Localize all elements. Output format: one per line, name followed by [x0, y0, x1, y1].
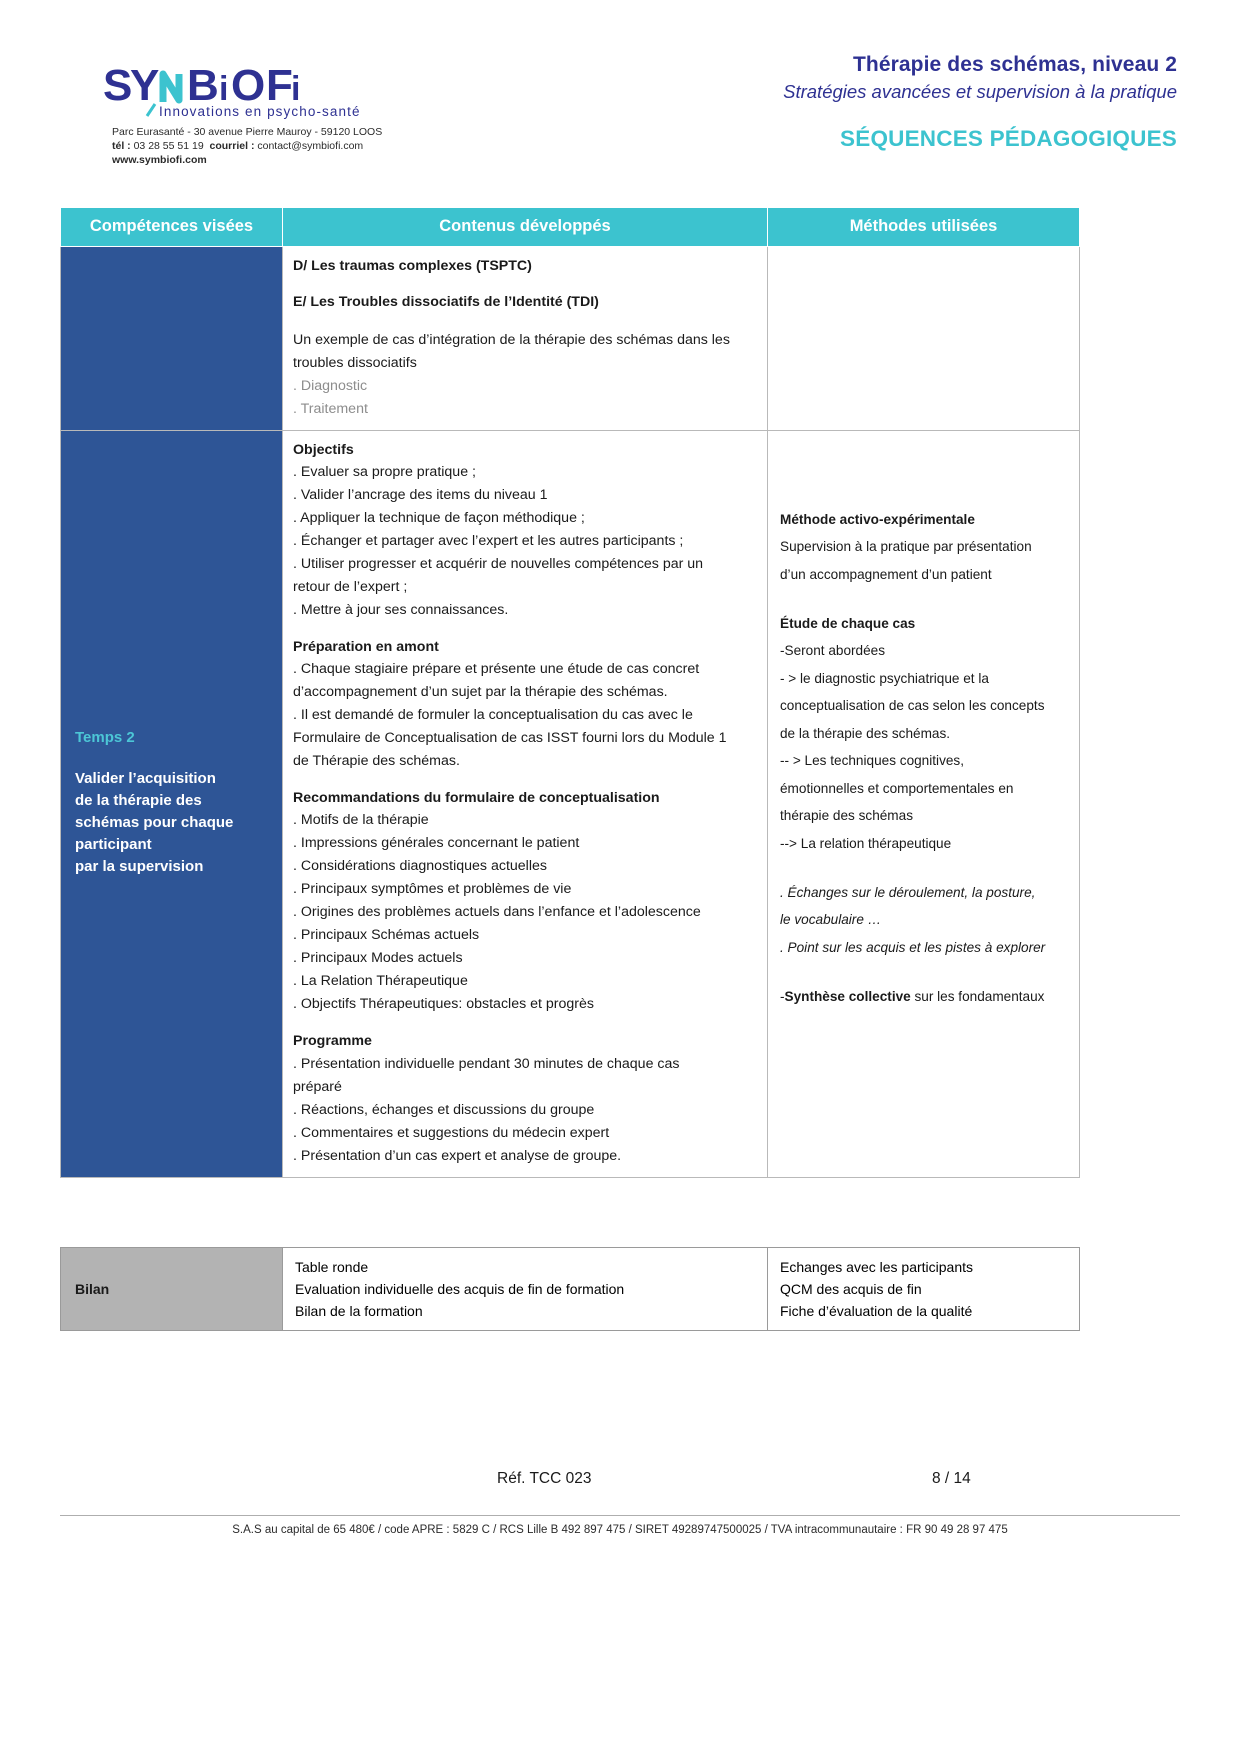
competence-line-3: schémas pour chaque [75, 814, 234, 832]
column-header-methodes: Méthodes utilisées [768, 208, 1080, 247]
svg-text:F: F [266, 61, 293, 110]
table-row [61, 1248, 1080, 1331]
list-item: QCM des acquis de fin [780, 1281, 922, 1298]
cell-contenus-row1 [283, 247, 768, 431]
methode-block2-line: conceptualisation de cas selon les concepts [780, 698, 1045, 714]
programme-list [293, 1053, 755, 1168]
spacer [780, 440, 1067, 462]
recommandations-list [293, 809, 755, 1016]
list-item: . Origines des problèmes actuels dans l’enfance et l’adolescence [293, 904, 701, 921]
symbiofi-logo-icon [103, 60, 403, 122]
methode-italic-line: . Échanges sur le déroulement, la posture, [780, 885, 1036, 901]
competence-line-1: Valider l’acquisition [75, 770, 216, 788]
list-item: Fiche d’évaluation de la qualité [780, 1303, 973, 1320]
section-heading: SÉQUENCES PÉDAGOGIQUES [840, 126, 1177, 152]
list-item: . Evaluer sa propre pratique ; [293, 463, 476, 480]
list-item: Bilan de la formation [295, 1303, 423, 1320]
svg-text:i: i [291, 70, 301, 108]
methode-italic-line: . Point sur les acquis et les pistes à explorer [780, 939, 1046, 955]
spacer [293, 277, 755, 292]
programme-title: Programme [293, 1033, 372, 1050]
list-item: . La Relation Thérapeutique [293, 973, 468, 990]
list-item: . Appliquer la technique de façon méthodique ; [293, 509, 585, 526]
website-line [112, 154, 533, 168]
methode-block1-line: Supervision à la pratique par présentation [780, 539, 1032, 555]
page-number: 8 / 14 [932, 1470, 971, 1487]
company-address [112, 126, 533, 168]
list-item: . Principaux symptômes et problèmes de vie [293, 881, 572, 898]
pedagogical-sequences-table [60, 207, 1080, 1178]
content-title-d: D/ Les traumas complexes (TSPTC) [293, 258, 532, 274]
methode-block2-line: émotionnelles et comportementales en [780, 780, 1014, 796]
cell-methodes-row1 [768, 247, 1080, 431]
content-title-e: E/ Les Troubles dissociatifs de l’Identité (TDI) [293, 294, 599, 311]
email-value: contact@symbiofi.com [257, 139, 364, 152]
list-item: . Il est demandé de formuler la conceptualisation du cas avec le [293, 707, 693, 724]
preparation-list [293, 658, 755, 773]
methode-italic-line: le vocabulaire … [780, 912, 882, 928]
synthese-rest: sur les fondamentaux [910, 989, 1045, 1005]
spacer [293, 1016, 755, 1031]
column-header-contenus: Contenus développés [283, 208, 768, 247]
list-item: . Réactions, échanges et discussions du groupe [293, 1101, 595, 1118]
svg-text:i: i [219, 70, 229, 108]
list-item: . Mettre à jour ses connaissances. [293, 601, 509, 618]
list-item: d’accompagnement d’un sujet par la thérapie des schémas. [293, 684, 668, 701]
methode-block2-line: -- > Les techniques cognitives, [780, 753, 964, 769]
synthese-bold: Synthèse collective [784, 989, 911, 1005]
competence-line-5: par la supervision [75, 858, 204, 876]
cell-competences-row2 [61, 430, 283, 1177]
list-item: . Valider l’ancrage des items du niveau 1 [293, 486, 548, 503]
list-item: . Utiliser progresser et acquérir de nouvelles compétences par un [293, 555, 704, 572]
list-item: Echanges avec les participants [780, 1259, 973, 1275]
list-item: de Thérapie des schémas. [293, 753, 460, 770]
spacer [293, 773, 755, 788]
spacer [293, 314, 755, 329]
column-header-competences: Compétences visées [61, 208, 283, 247]
list-item: retour de l’expert ; [293, 578, 408, 595]
tel-label: tél : [112, 139, 131, 152]
page-header [0, 52, 1240, 182]
svg-text:B: B [187, 61, 219, 110]
website-value: www.symbiofi.com [112, 153, 207, 166]
bilan-methodes [768, 1248, 1080, 1331]
email-label: courriel : [209, 139, 255, 152]
bilan-table [60, 1247, 1080, 1331]
list-item: . Motifs de la thérapie [293, 812, 429, 829]
competence-description [75, 768, 268, 878]
methode-block2-title: Étude de chaque cas [780, 615, 916, 631]
bilan-label: Bilan [61, 1248, 283, 1331]
methode-block2-line: thérapie des schémas [780, 808, 913, 824]
spacer [780, 462, 1067, 484]
content-bullet-diagnostic: . Diagnostic [293, 377, 368, 394]
spacer [780, 857, 1067, 879]
list-item: . Présentation d’un cas expert et analyse de groupe. [293, 1147, 622, 1164]
cell-competences-row1 [61, 247, 283, 431]
list-item: . Présentation individuelle pendant 30 minutes de chaque cas [293, 1055, 680, 1072]
objectifs-title: Objectifs [293, 441, 354, 458]
cell-methodes-row2 [768, 430, 1080, 1177]
spacer [780, 588, 1067, 610]
list-item: Evaluation individuelle des acquis de fin de formation [295, 1281, 625, 1298]
objectifs-list [293, 461, 755, 622]
legal-notice: S.A.S au capital de 65 480€ / code APRE : 5829 C / RCS Lille B 492 897 475 / SIRET 49289747500025 / TVA intracommunautaire : FR 90 49 28 97 475 [232, 1524, 1008, 1536]
page-subtitle: Stratégies avancées et supervision à la pratique [783, 81, 1177, 103]
spacer [293, 622, 755, 637]
svg-text:Y: Y [130, 61, 160, 110]
methode-block2-line: -Seront abordées [780, 643, 886, 659]
synthese-prefix: - [780, 989, 785, 1005]
recommandations-title: Recommandations du formulaire de conceptualisation [293, 790, 660, 807]
competence-line-4: participant [75, 836, 152, 854]
bilan-contenus [283, 1248, 768, 1331]
tel-value: 03 28 55 51 19 [133, 139, 204, 152]
svg-text:Innovations en psycho-santé: Innovations en psycho-santé [159, 104, 361, 119]
competence-line-2: de la thérapie des [75, 792, 202, 810]
methode-block2-line: - > le diagnostic psychiatrique et la [780, 670, 989, 686]
content-paragraph-line-2: troubles dissociatifs [293, 354, 417, 371]
list-item: Formulaire de Conceptualisation de cas ISST fourni lors du Module 1 [293, 730, 727, 747]
table-row [61, 247, 1080, 431]
address-line-2 [112, 140, 533, 154]
address-line-1: Parc Eurasanté - 30 avenue Pierre Mauroy - 59120 LOOS [112, 126, 383, 138]
cell-contenus-row2 [283, 430, 768, 1177]
list-item: . Considérations diagnostiques actuelles [293, 858, 547, 875]
spacer [780, 484, 1067, 506]
methode-block1-title: Méthode activo-expérimentale [780, 511, 975, 527]
footer-divider [60, 1515, 1180, 1516]
spacer [780, 961, 1067, 983]
list-item: . Objectifs Thérapeutiques: obstacles et progrès [293, 996, 594, 1013]
list-item: . Commentaires et suggestions du médecin expert [293, 1124, 610, 1141]
methode-synthese-line [780, 983, 1067, 1010]
list-item: . Chaque stagiaire prépare et présente une étude de cas concret [293, 661, 700, 678]
svg-text:S: S [103, 61, 133, 110]
methode-block2-line: de la thérapie des schémas. [780, 725, 951, 741]
svg-text:O: O [231, 61, 266, 110]
temps-label: Temps 2 [75, 729, 135, 747]
list-item: préparé [293, 1078, 342, 1095]
table-row [61, 430, 1080, 1177]
page-title: Thérapie des schémas, niveau 2 [853, 53, 1177, 76]
company-logo-block [103, 60, 533, 168]
methode-block2-line: --> La relation thérapeutique [780, 835, 952, 851]
methode-block1-line: d’un accompagnement d’un patient [780, 566, 992, 582]
content-paragraph-line-1: Un exemple de cas d’intégration de la thérapie des schémas dans les [293, 331, 730, 348]
document-reference: Réf. TCC 023 [497, 1470, 592, 1487]
list-item: . Principaux Schémas actuels [293, 927, 480, 944]
list-item: . Principaux Modes actuels [293, 950, 463, 967]
document-title-block [477, 52, 1177, 152]
preparation-title: Préparation en amont [293, 638, 439, 655]
list-item: . Impressions générales concernant le patient [293, 835, 580, 852]
table-header-row [61, 208, 1080, 247]
content-bullet-traitement: . Traitement [293, 400, 368, 417]
list-item: . Échanger et partager avec l’expert et les autres participants ; [293, 532, 684, 549]
list-item: Table ronde [295, 1259, 369, 1275]
